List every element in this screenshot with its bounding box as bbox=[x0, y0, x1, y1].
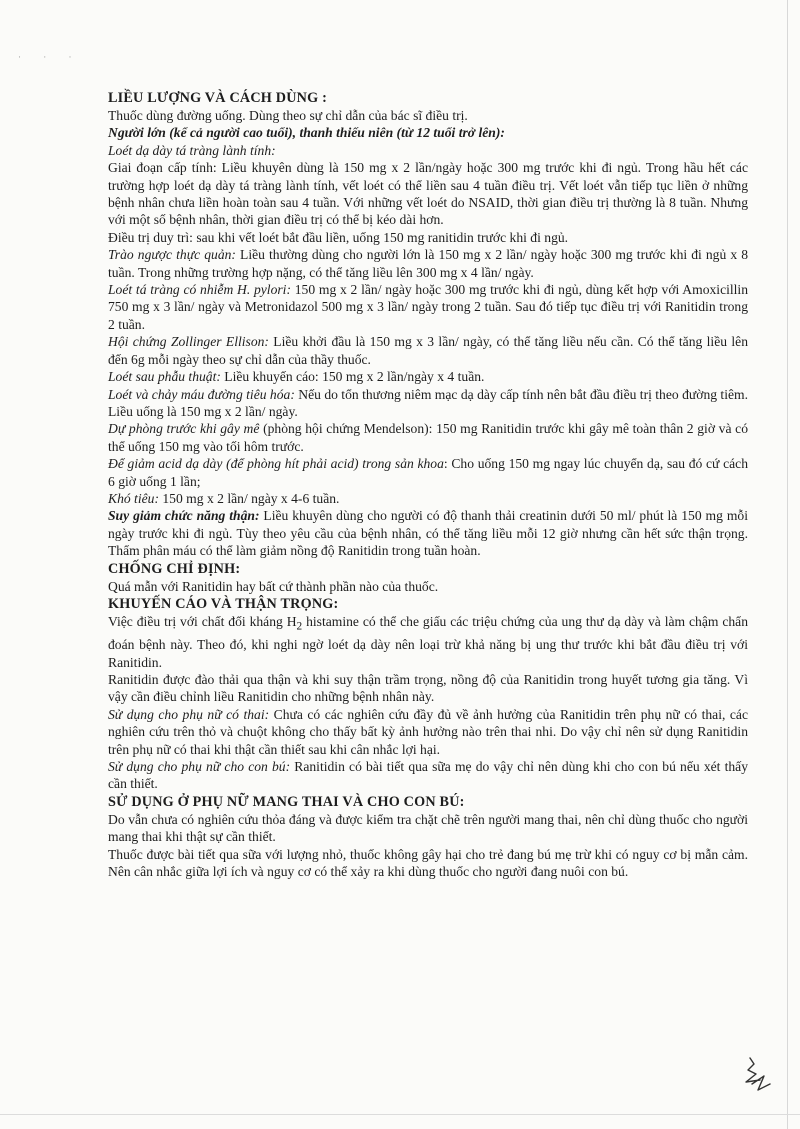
renal-paragraph bbox=[108, 507, 748, 559]
nursing-label: Sử dụng cho phụ nữ cho con bú: bbox=[108, 758, 291, 774]
hpylori-paragraph bbox=[108, 281, 748, 333]
warnings-p1-start: Việc điều trị với chất đối kháng H bbox=[108, 613, 297, 629]
bleeding-paragraph bbox=[108, 386, 748, 421]
obstetric-text: : Cho uống 150 mg ngay lúc chuyển dạ, sau đó cứ cách 6 giờ uống 1 lần; bbox=[108, 456, 749, 489]
warnings-paragraph-1 bbox=[108, 613, 748, 671]
pregnancy-paragraph-2: Thuốc được bài tiết qua sữa với lượng nhỏ, thuốc không gây hại cho trẻ đang bú mẹ trừ khi có nguy cơ bị mẫn cảm. Nên cân nhắc giữa lợi ích và nguy cơ có thể xảy ra khi dùng thuốc cho người đang nuôi con bú. bbox=[108, 846, 748, 879]
pregnant-paragraph bbox=[108, 706, 748, 758]
zollinger-paragraph bbox=[108, 333, 748, 368]
renal-label: Suy giảm chức năng thận: bbox=[108, 508, 260, 524]
anesthesia-text: (phòng hội chứng Mendelson): 150 mg Ranitidin trước khi gây mê toàn thân 2 giờ và có thể uống 150 mg vào tối hôm trước. bbox=[108, 421, 749, 454]
dyspepsia-paragraph bbox=[108, 490, 748, 507]
postop-label: Loét sau phẫu thuật: bbox=[108, 369, 221, 385]
pregnancy-paragraph-1: Do vẫn chưa có nghiên cứu thỏa đáng và được kiểm tra chặt chẽ trên người mang thai, nên chỉ dùng thuốc cho người mang thai khi thật sự cần thiết. bbox=[108, 811, 748, 845]
reflux-text: Liều thường dùng cho người lớn là 150 mg x 2 lần/ ngày hoặc 300 mg trước khi đi ngủ x 8 tuần. Trong những trường hợp nặng, có thể tăng liều lên 300 mg x 4 lần/ ngày. bbox=[108, 247, 749, 280]
bleeding-text: Nếu do tổn thương niêm mạc dạ dày cấp tính nên bắt đầu điều trị theo đường tiêm. Liều uống là 150 mg x 2 lần/ ngày. bbox=[108, 386, 748, 419]
contraindications-text: Quá mẫn với Ranitidin hay bất cứ thành phần nào của thuốc. bbox=[108, 578, 439, 594]
acute-phase-text: Giai đoạn cấp tính: Liều khuyên dùng là 150 mg x 2 lần/ngày hoặc 300 mg trước khi đi ngủ. Trong hầu hết các trường hợp loét dạ dày tá tràng lành tính, vết loét có thể liền sau 4 tuần điều trị. Vết loét vẫn tiếp tục liền ở những bệnh nhân chưa liền hoàn toàn sau 4 tuần. Với những vết loét do NSAID, thời gian điều trị thường là 8 tuần. Nhưng với một số bệnh nhân, thời gian điều trị có thể bị kéo dài hơn. bbox=[108, 160, 748, 228]
hpylori-text: 150 mg x 2 lần/ ngày hoặc 300 mg trước khi đi ngủ, dùng kết hợp với Amoxicillin 750 mg x 3 lần/ ngày và Metronidazol 500 mg x 3 lần/ ngày trong 2 tuần. Sau đó tiếp tục điều trị với Ranitidin trong 2 tuần. bbox=[108, 282, 749, 332]
handwritten-signature bbox=[730, 1050, 780, 1100]
pregnant-label: Sử dụng cho phụ nữ có thai: bbox=[108, 706, 270, 722]
reflux-label: Trào ngược thực quản: bbox=[108, 247, 236, 263]
dosage-heading: LIỀU LƯỢNG VÀ CÁCH DÙNG : bbox=[108, 90, 328, 106]
contraindications-heading: CHỐNG CHỈ ĐỊNH: bbox=[108, 560, 241, 577]
anesthesia-label: Dự phòng trước khi gây mê bbox=[108, 421, 260, 437]
hpylori-label: Loét tá tràng có nhiễm H. pylori: bbox=[108, 282, 291, 298]
scan-edge-right bbox=[787, 0, 788, 1129]
maintenance-text: Điều trị duy trì: sau khi vết loét bắt đầu liền, uống 150 mg ranitidin trước khi đi ngủ. bbox=[108, 229, 569, 245]
postop-paragraph bbox=[108, 368, 748, 385]
dosage-intro: Thuốc dùng đường uống. Dùng theo sự chỉ dẫn của bác sĩ điều trị. bbox=[108, 108, 468, 123]
obstetric-paragraph bbox=[108, 455, 748, 490]
warnings-p1-end: histamine có thể che giấu các triệu chứng của ung thư dạ dày và làm chậm chẩn đoán bệnh này. Theo đó, khi nghi ngờ loét dạ dày nên loại trừ khả năng bị ung thư trước khi bắt đầu điều trị với Ranitidin. bbox=[108, 613, 748, 670]
h2-subscript: 2 bbox=[296, 620, 303, 633]
scan-edge-bottom bbox=[0, 1114, 800, 1115]
nursing-text: Ranitidin có bài tiết qua sữa mẹ do vậy chỉ nên dùng khi cho con bú nếu xét thấy cần thiết. bbox=[108, 758, 748, 792]
benign-ulcer-label: Loét dạ dày tá tràng lành tính: bbox=[108, 142, 276, 158]
pregnant-text: Chưa có các nghiên cứu đầy đủ về ảnh hưởng của Ranitidin trên phụ nữ có thai, các nghiên cứu trên thỏ và chuột không cho thấy bất kỳ ảnh hưởng nào trên thai nhi. Do vậy chỉ nên sử dụng Ranitidin trên phụ nữ có thai khi thật cần thiết sau khi cân nhắc lợi hại. bbox=[108, 706, 748, 757]
warnings-paragraph-2: Ranitidin được đào thải qua thận và khi suy thận trầm trọng, nồng độ của Ranitidin trong huyết tương gia tăng. Vì vậy cần điều chỉnh liều Ranitidin cho những bệnh nhân này. bbox=[108, 671, 748, 705]
zollinger-label: Hội chứng Zollinger Ellison: bbox=[108, 334, 269, 350]
reflux-paragraph bbox=[108, 246, 748, 281]
document-body bbox=[108, 89, 748, 880]
anesthesia-paragraph bbox=[108, 420, 748, 455]
dyspepsia-text: 150 mg x 2 lần/ ngày x 4-6 tuần. bbox=[158, 490, 340, 506]
zollinger-text: Liều khởi đầu là 150 mg x 3 lần/ ngày, có thể tăng liều nếu cần. Có thể tăng liều lên đến 6g mỗi ngày theo sự chỉ dẫn của thầy thuốc. bbox=[108, 334, 748, 367]
renal-text: Liều khuyên dùng cho người có độ thanh thải creatinin dưới 50 ml/ phút là 150 mg mỗi ngày trước khi đi ngủ. Tùy theo yêu cầu của bệnh nhân, có thể tăng liều mỗi 12 giờ nhưng cần hết sức thận trọng. Thẩm phân máu có thể làm giảm nồng độ Ranitidin trong tuần hoàn. bbox=[108, 508, 748, 559]
pregnancy-heading: SỬ DỤNG Ở PHỤ NỮ MANG THAI VÀ CHO CON BÚ: bbox=[108, 793, 465, 810]
postop-text: Liều khuyến cáo: 150 mg x 2 lần/ngày x 4 tuần. bbox=[220, 369, 485, 385]
nursing-paragraph bbox=[108, 758, 748, 793]
scan-dots: · · · bbox=[18, 52, 82, 62]
adults-heading: Người lớn (kể cả người cao tuổi), thanh thiếu niên (từ 12 tuổi trở lên): bbox=[108, 125, 505, 141]
obstetric-label: Để giảm acid dạ dày (để phòng hít phải acid) trong sản khoa bbox=[108, 456, 444, 472]
bleeding-label: Loét và chảy máu đường tiêu hóa: bbox=[108, 386, 295, 402]
dyspepsia-label: Khó tiêu: bbox=[108, 490, 159, 506]
warnings-heading: KHUYẾN CÁO VÀ THẬN TRỌNG: bbox=[108, 595, 339, 612]
